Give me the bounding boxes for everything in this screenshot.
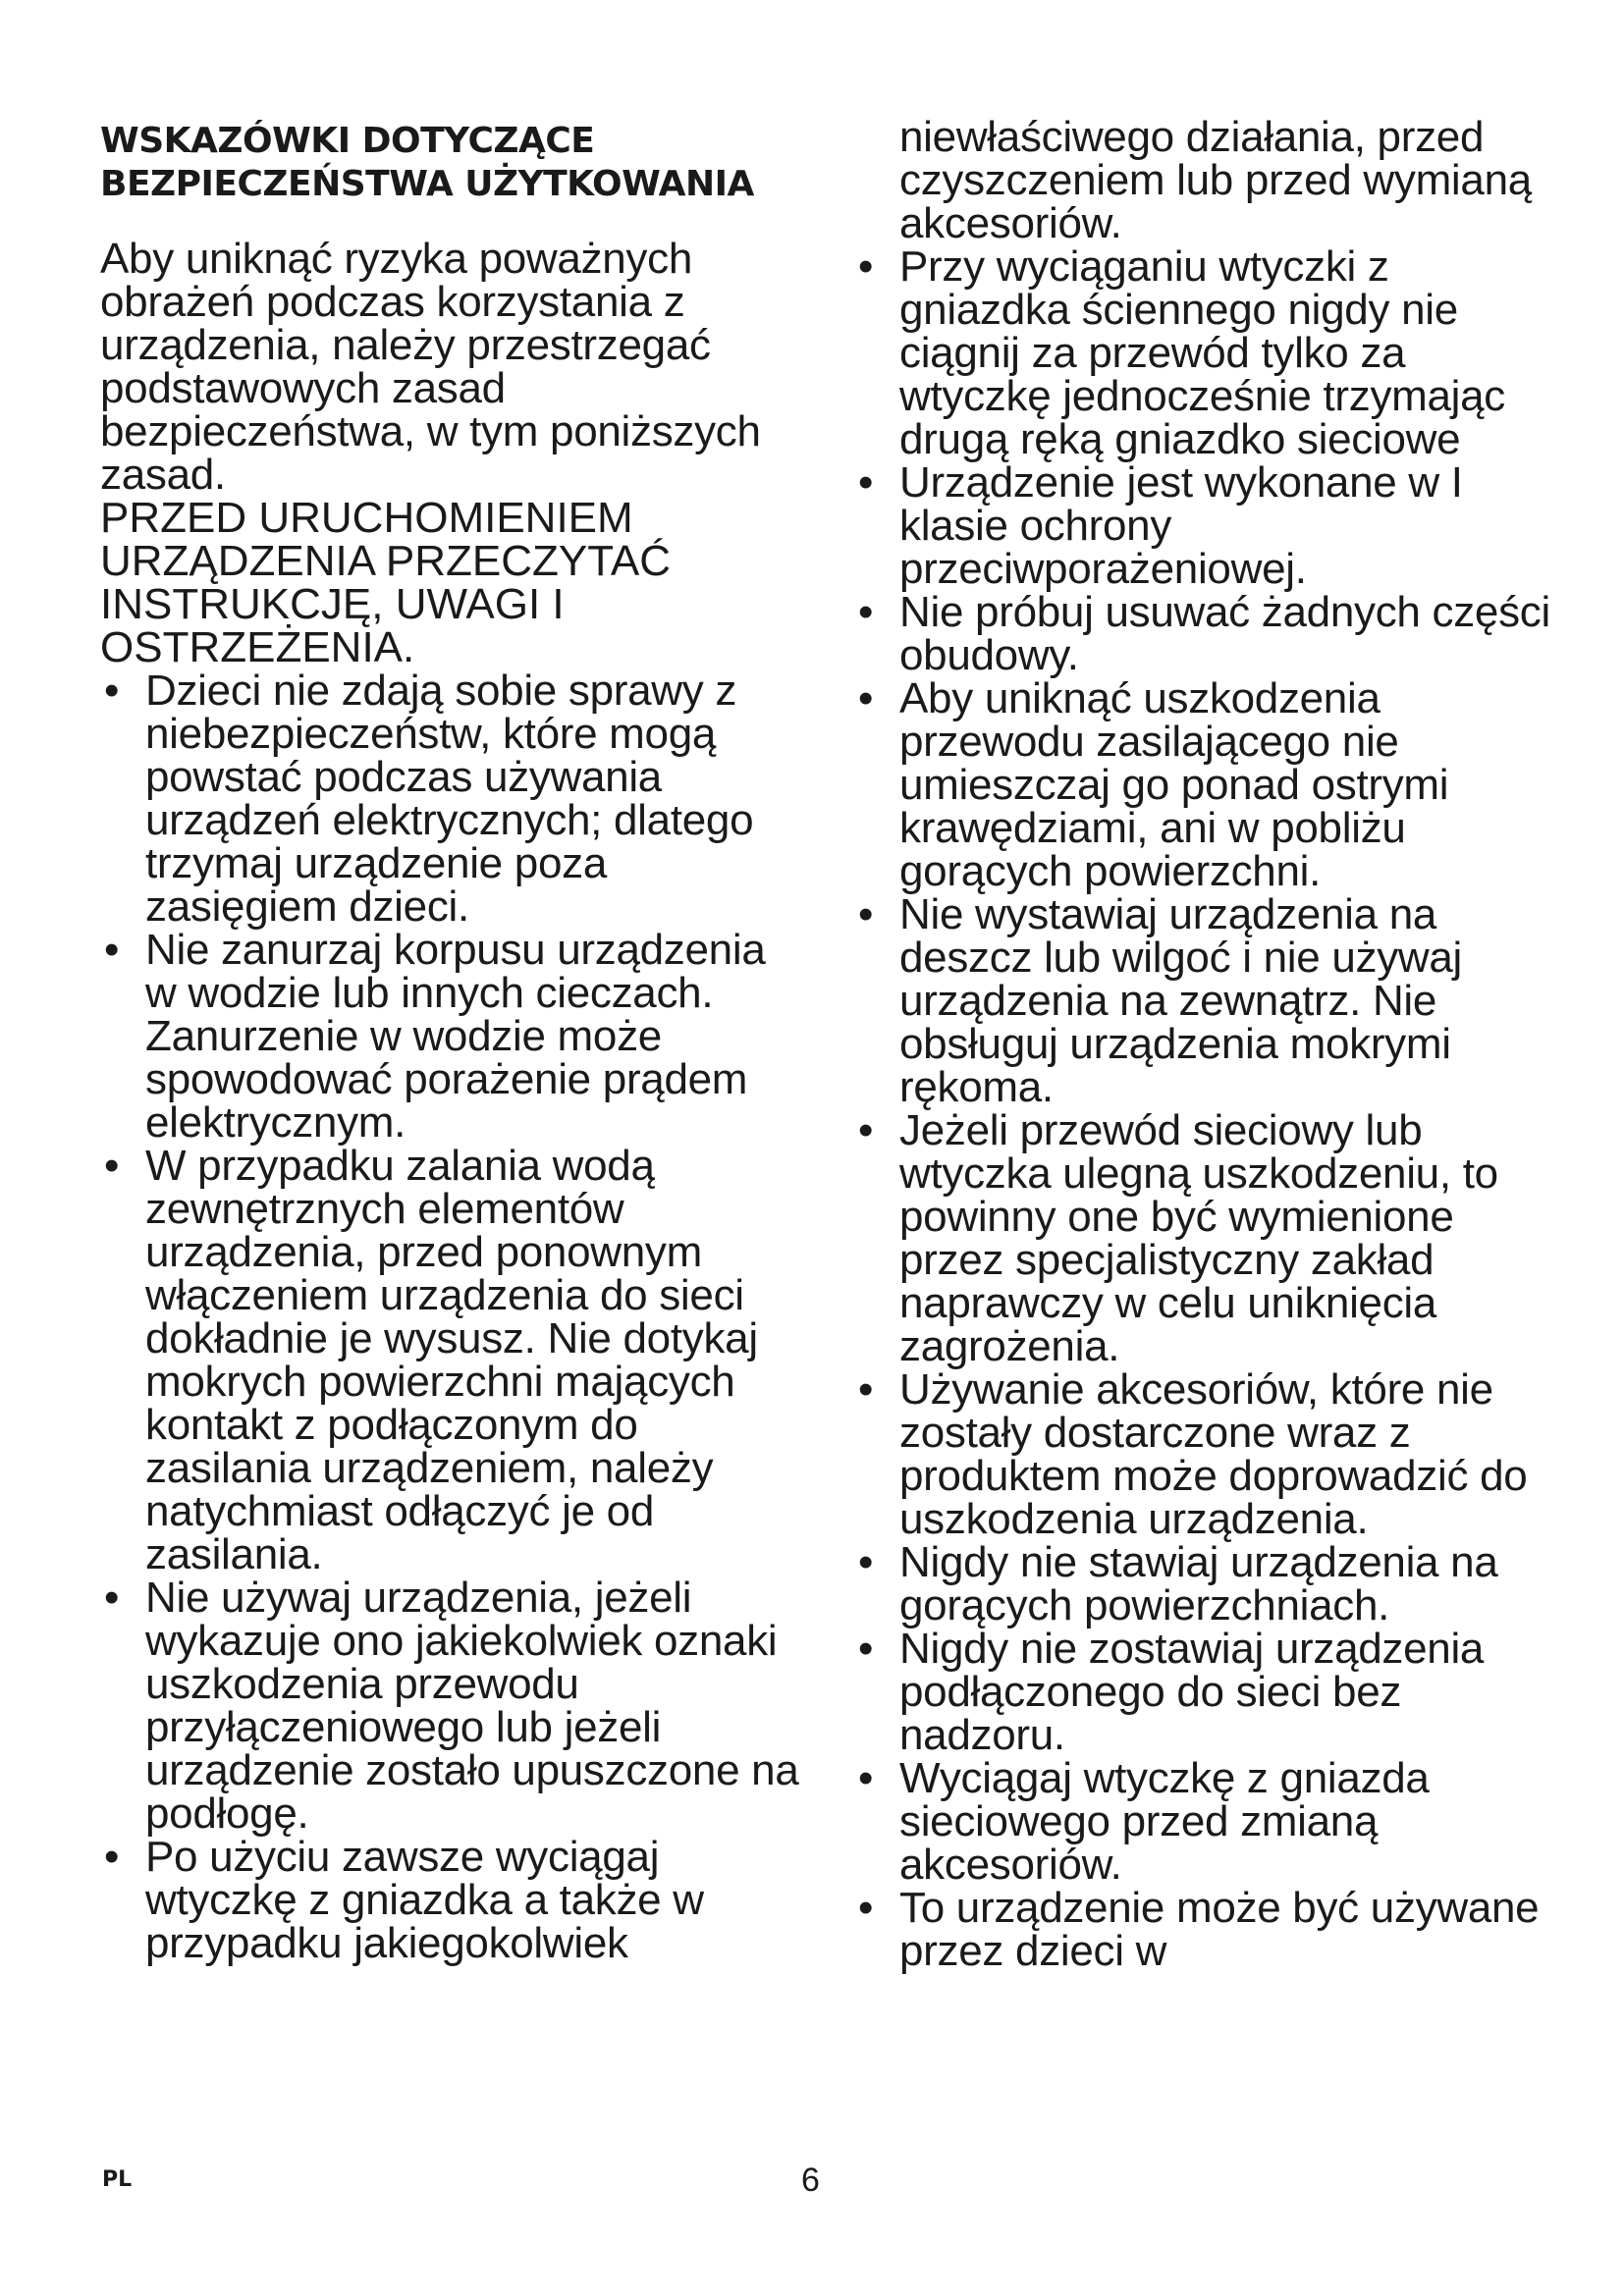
warning-paragraph: PRZED URUCHOMIENIEM URZĄDZENIA PRZECZYTAĆ INSTRUKCJĘ, UWAGI I OSTRZEŻENIA.	[100, 494, 672, 671]
list-item: • Nie używaj urządzenia, jeżeli wykazuje ono jakiekolwiek oznaki uszkodzenia przewodu przyłączeniowego lub jeżeli urządzenie zostało upuszczone na podłogę.	[104, 1574, 799, 1838]
bullet-icon: •	[858, 1625, 874, 1673]
bullet-icon: •	[858, 1106, 874, 1154]
bullet-icon: •	[104, 1142, 120, 1190]
list-item: • To urządzenie może być używane przez dzieci w	[858, 1884, 1540, 1975]
list-item: • Aby uniknąć uszkodzenia przewodu zasilającego nie umieszczaj go ponad ostrymi krawędziami, ani w pobliżu gorących powierzchni.	[858, 674, 1449, 895]
bullet-icon: •	[104, 667, 120, 715]
list-item: • Nie wystawiaj urządzenia na deszcz lub wilgoć i nie używaj urządzenia na zewnątrz. Nie obsługuj urządzenia mokrymi rękoma.	[858, 890, 1463, 1111]
right-bullet-list	[854, 242, 1551, 1975]
left-column	[100, 120, 807, 1965]
bullet-icon: •	[104, 1574, 120, 1622]
list-item: • Urządzenie jest wykonane w I klasie ochrony przeciwporażeniowej.	[858, 458, 1463, 593]
list-item: • Przy wyciąganiu wtyczki z gniazdka ściennego nigdy nie ciągnij za przewód tylko za wtyczkę jednocześnie trzymając drugą ręką gniazdko sieciowe	[858, 242, 1506, 463]
right-column	[854, 113, 1551, 1975]
bullet-icon: •	[858, 674, 874, 722]
bullet-icon: •	[104, 1833, 120, 1881]
bullet-icon: •	[858, 1884, 874, 1932]
language-code: PL	[102, 2167, 133, 2192]
intro-paragraph: Aby uniknąć ryzyka poważnych obrażeń podczas korzystania z urządzenia, należy przestrzegać podstawowych zasad bezpieczeństwa, w tym poniższych zasad.	[100, 235, 761, 499]
bullet-icon: •	[858, 242, 874, 291]
page-number: 6	[801, 2162, 820, 2199]
list-item: • Nie próbuj usuwać żadnych części obudowy.	[858, 588, 1550, 679]
bullet-icon: •	[104, 926, 120, 974]
list-item: • Nigdy nie zostawiaj urządzenia podłączonego do sieci bez nadzoru.	[858, 1625, 1485, 1759]
list-item: • W przypadku zalania wodą zewnętrznych elementów urządzenia, przed ponownym włączeniem urządzenia do sieci dokładnie je wysusz. Nie dotykaj mokrych powierzchni mających kontakt z podłączonym do zasilania urządzeniem, należy natychmiast odłączyć je od zasilania.	[104, 1142, 758, 1578]
bullet-icon: •	[858, 1538, 874, 1586]
continuation-text: niewłaściwego działania, przed czyszczeniem lub przed wymianą akcesoriów.	[899, 113, 1532, 247]
bullet-icon: •	[858, 588, 874, 636]
bullet-icon: •	[858, 458, 874, 507]
section-heading: WSKAZÓWKI DOTYCZĄCE BEZPIECZEŃSTWA UŻYTKOWANIA	[100, 121, 754, 204]
list-item: • Nigdy nie stawiaj urządzenia na gorących powierzchniach.	[858, 1538, 1498, 1629]
bullet-icon: •	[858, 1365, 874, 1414]
list-item: • Używanie akcesoriów, które nie zostały dostarczone wraz z produktem może doprowadzić do uszkodzenia urządzenia.	[858, 1365, 1528, 1543]
list-item: • Dzieci nie zdają sobie sprawy z niebezpieczeństw, które mogą powstać podczas używania urządzeń elektrycznych; dlatego trzymaj urządzenie poza zasięgiem dzieci.	[104, 667, 754, 931]
bullet-icon: •	[858, 890, 874, 938]
list-item: • Jeżeli przewód sieciowy lub wtyczka ulegną uszkodzeniu, to powinny one być wymienione przez specjalistyczny zakład naprawczy w celu uniknięcia zagrożenia.	[858, 1106, 1498, 1370]
bullet-icon: •	[858, 1754, 874, 1802]
list-item: • Wyciągaj wtyczkę z gniazda sieciowego przed zmianą akcesoriów.	[858, 1754, 1430, 1889]
list-item: • Nie zanurzaj korpusu urządzenia w wodzie lub innych cieczach. Zanurzenie w wodzie może spowodować porażenie prądem elektrycznym.	[104, 926, 766, 1147]
list-item: • Po użyciu zawsze wyciągaj wtyczkę z gniazdka a także w przypadku jakiegokolwiek	[104, 1833, 704, 1967]
left-bullet-list	[100, 669, 807, 1965]
